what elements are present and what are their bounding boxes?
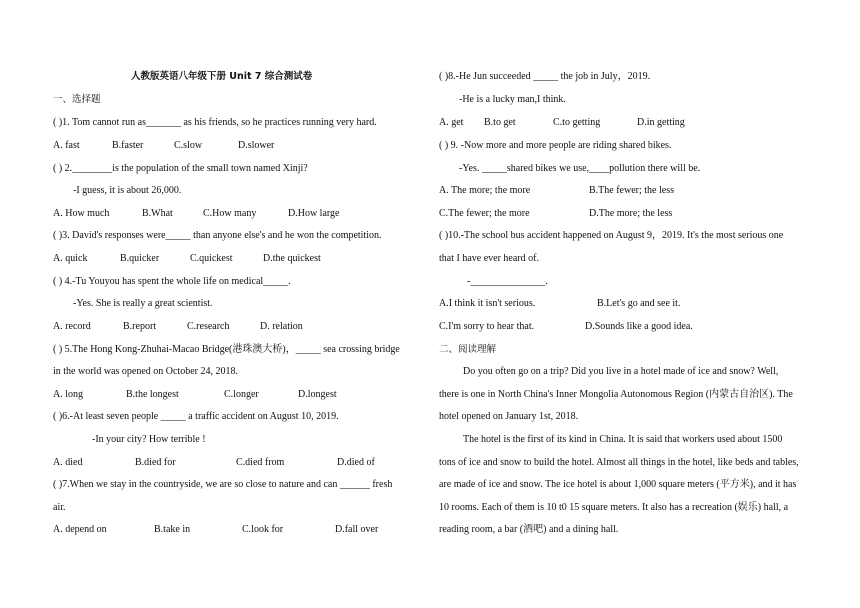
section-heading-reading: 二、阅读理解 — [439, 344, 497, 355]
question-10: ( )10.-The school bus accident happened on August 9，2019. It's the most serious one — [439, 230, 784, 241]
q3-option-b: B.quicker — [120, 253, 160, 264]
question-2-reply: -I guess, it is about 26,000. — [73, 185, 182, 196]
q1-option-b: B.faster — [112, 140, 144, 151]
question-4: ( ) 4.-Tu Youyou has spent the whole life on medical_____. — [53, 276, 291, 287]
q9-option-d: D.The more; the less — [589, 208, 673, 219]
q2-option-d: D.How large — [288, 208, 340, 219]
passage-line-7: 10 rooms. Each of them is 10 t0 15 square meters. It also has a recreation (娱乐) hall, a — [439, 502, 789, 513]
question-2: ( ) 2.________is the population of the small town named Xinji? — [53, 163, 308, 174]
question-6: ( )6.-At least seven people _____ a traffic accident on August 10, 2019. — [53, 411, 339, 422]
q10-option-c: C.I'm sorry to hear that. — [439, 321, 535, 332]
question-6-reply: -In your city? How terrible ! — [92, 434, 206, 445]
q6-option-b: B.died for — [135, 457, 176, 468]
page-title: 人教版英语八年级下册 Unit 7 综合测试卷 — [131, 71, 313, 82]
q6-option-a: A. died — [53, 457, 83, 468]
question-7-continued: air. — [53, 502, 66, 513]
q3-option-d: D.the quickest — [263, 253, 321, 264]
passage-line-8: reading room, a bar (酒吧) and a dining hall. — [439, 524, 619, 535]
question-9-reply: -Yes. _____shared bikes we use,____pollution there will be. — [459, 163, 701, 174]
q1-option-d: D.slower — [238, 140, 275, 151]
question-7: ( )7.When we stay in the countryside, we are so close to nature and can ______ fresh — [53, 479, 393, 490]
q3-option-c: C.quickest — [190, 253, 233, 264]
q8-option-b: B.to get — [484, 117, 516, 128]
q10-option-a: A.I think it isn't serious. — [439, 298, 536, 309]
q2-option-b: B.What — [142, 208, 173, 219]
question-8-reply: -He is a lucky man,I think. — [459, 94, 566, 105]
q1-option-c: C.slow — [174, 140, 203, 151]
q9-option-a: A. The more; the more — [439, 185, 531, 196]
q3-option-a: A. quick — [53, 253, 88, 264]
passage-line-2: there is one in North China's Inner Mongolia Autonomous Region (内蒙古自治区). The — [439, 389, 793, 400]
passage-line-4: The hotel is the first of its kind in China. It is said that workers used about 1500 — [463, 434, 783, 445]
q7-option-a: A. depend on — [53, 524, 107, 535]
q2-option-a: A. How much — [53, 208, 110, 219]
passage-line-5: tons of ice and snow to build the hotel. Almost all things in the hotel, like beds and tables, — [439, 457, 799, 468]
question-8: ( )8.-He Jun succeeded _____ the job in July，2019. — [439, 71, 651, 82]
question-4-reply: -Yes. She is really a great scientist. — [73, 298, 213, 309]
q8-option-d: D.in getting — [637, 117, 685, 128]
question-1: ( )1. Tom cannot run as_______ as his friends, so he practices running very hard. — [53, 117, 377, 128]
q9-option-b: B.The fewer; the less — [589, 185, 674, 196]
q9-option-c: C.The fewer; the more — [439, 208, 530, 219]
q6-option-d: D.died of — [337, 457, 375, 468]
q10-option-d: D.Sounds like a good idea. — [585, 321, 693, 332]
q5-option-a: A. long — [53, 389, 83, 400]
q7-option-c: C.look for — [242, 524, 284, 535]
passage-line-1: Do you often go on a trip? Did you live in a hotel made of ice and snow? Well, — [463, 366, 779, 377]
question-10-continued: that I have ever heard of. — [439, 253, 539, 264]
question-5: ( ) 5.The Hong Kong-Zhuhai-Macao Bridge(港珠澳大桥)，_____ sea crossing bridge — [53, 344, 400, 355]
passage-line-6: are made of ice and snow. The ice hotel is about 1,000 square meters (平方米), and it has — [439, 479, 797, 490]
q1-option-a: A. fast — [53, 140, 80, 151]
q5-option-b: B.the longest — [126, 389, 179, 400]
q2-option-c: C.How many — [203, 208, 257, 219]
q5-option-d: D.longest — [298, 389, 337, 400]
question-10-reply: -_______________. — [467, 276, 548, 287]
question-3: ( )3. David's responses were_____ than anyone else's and he won the competition. — [53, 230, 382, 241]
section-heading-choice: 一、选择题 — [53, 94, 101, 105]
q4-option-a: A. record — [53, 321, 91, 332]
q4-option-b: B.report — [123, 321, 157, 332]
q4-option-d: D. relation — [260, 321, 303, 332]
q10-option-b: B.Let's go and see it. — [597, 298, 681, 309]
q7-option-b: B.take in — [154, 524, 191, 535]
q8-option-c: C.to getting — [553, 117, 601, 128]
passage-line-3: hotel opened on January 1st, 2018. — [439, 411, 579, 422]
q5-option-c: C.longer — [224, 389, 259, 400]
q6-option-c: C.died from — [236, 457, 285, 468]
q4-option-c: C.research — [187, 321, 230, 332]
q8-option-a: A. get — [439, 117, 464, 128]
question-9: ( ) 9. -Now more and more people are riding shared bikes. — [439, 140, 672, 151]
question-5-continued: in the world was opened on October 24, 2018. — [53, 366, 238, 377]
q7-option-d: D.fall over — [335, 524, 379, 535]
